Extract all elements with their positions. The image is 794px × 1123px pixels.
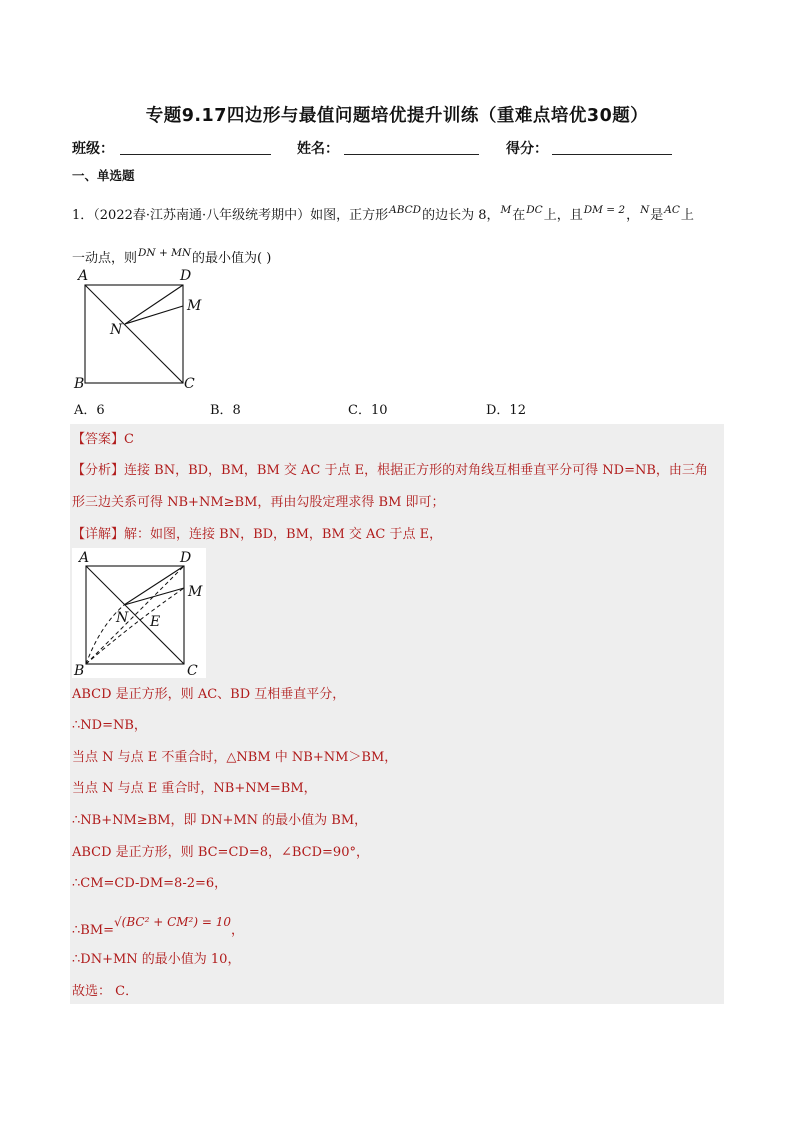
label-c: C bbox=[184, 376, 195, 392]
math-m: M bbox=[500, 204, 512, 216]
math-abcd: ABCD bbox=[389, 204, 422, 216]
label-n: N bbox=[110, 322, 123, 338]
answer-label: 【答案】 bbox=[72, 432, 125, 447]
solution-step-5: ∴NB+NM≥BM，即 DN+MN 的最小值为 BM， bbox=[72, 813, 368, 828]
math-dm-eq: DM = 2 bbox=[583, 204, 626, 216]
math-expr: DN + MN bbox=[138, 247, 192, 259]
score-label: 得分： bbox=[506, 141, 548, 157]
detail-line bbox=[72, 525, 442, 545]
solution-step-last: ∴DN+MN 的最小值为 10， bbox=[72, 952, 241, 967]
segment-dn bbox=[125, 285, 183, 324]
question-line-1 bbox=[72, 200, 694, 226]
section-heading: 一、单选题 bbox=[72, 168, 135, 183]
question-text: 在 bbox=[512, 208, 526, 223]
solution-step-6: ABCD 是正方形，则 BC=CD=8，∠BCD=90°， bbox=[72, 845, 369, 860]
name-label: 姓名： bbox=[297, 141, 339, 157]
label-n: N bbox=[116, 610, 129, 626]
name-field[interactable] bbox=[344, 154, 479, 155]
math-dc: DC bbox=[526, 204, 543, 216]
label-m: M bbox=[187, 298, 202, 314]
question-figure bbox=[70, 264, 210, 394]
solution-step-4: 当点 N 与点 E 重合时，NB+NM=BM， bbox=[72, 781, 317, 796]
option-c[interactable]: C．10 bbox=[348, 403, 388, 418]
score-field[interactable] bbox=[552, 154, 672, 155]
solution-step-3: 当点 N 与点 E 不重合时，△NBM 中 NB+NM＞BM， bbox=[72, 750, 398, 765]
solution-figure bbox=[72, 548, 206, 678]
label-c: C bbox=[187, 663, 198, 678]
math-ac: AC bbox=[664, 204, 680, 216]
analysis-line-1 bbox=[72, 461, 708, 481]
question-text: 是 bbox=[650, 208, 664, 223]
answer-value: C bbox=[124, 432, 134, 447]
solution-step-2: ∴ND=NB， bbox=[72, 718, 147, 733]
label-m: M bbox=[188, 584, 203, 600]
analysis-line-2: 形三边关系可得 NB+NM≥BM，再由勾股定理求得 BM 即可； bbox=[72, 495, 445, 510]
detail-text: 解：如图，连接 BN，BD，BM，BM 交 AC 于点 E， bbox=[124, 527, 443, 542]
bm-suffix: ， bbox=[231, 923, 245, 938]
question-text: ， bbox=[626, 208, 640, 223]
class-label: 班级： bbox=[72, 141, 114, 157]
question-text: 上，且 bbox=[543, 208, 583, 223]
label-a: A bbox=[79, 550, 90, 566]
label-e: E bbox=[150, 614, 161, 630]
analysis-text: 连接 BN，BD，BM，BM 交 AC 于点 E，根据正方形的对角线互相垂直平分可得 ND=NB，由三角 bbox=[124, 463, 708, 478]
question-text: 1．（2022春·江苏南通·八年级统考期中）如图，正方形 bbox=[72, 208, 389, 223]
diagonal-ac bbox=[85, 285, 183, 383]
math-n: N bbox=[640, 204, 650, 216]
segment-mn bbox=[125, 306, 183, 324]
conclusion: 故选： C． bbox=[72, 984, 139, 999]
option-d[interactable]: D．12 bbox=[486, 403, 526, 418]
question-text: 的边长为 8， bbox=[422, 208, 500, 223]
label-d: D bbox=[180, 268, 192, 284]
solution-step-7: ∴CM=CD-DM=8-2=6， bbox=[72, 876, 228, 891]
page-title: 专题9.17四边形与最值问题培优提升训练（重难点培优30题） bbox=[145, 106, 649, 126]
bm-line bbox=[72, 915, 245, 941]
option-b[interactable]: B．8 bbox=[210, 403, 241, 418]
label-a: A bbox=[78, 268, 89, 284]
answer-line bbox=[72, 430, 134, 450]
question-text: 一动点，则 bbox=[72, 251, 138, 266]
question-text: 的最小值为( ) bbox=[192, 251, 272, 266]
bm-formula: √(BC² + CM²) = 10 bbox=[114, 915, 231, 929]
option-a[interactable]: A．6 bbox=[74, 403, 105, 418]
bm-prefix: ∴BM= bbox=[72, 923, 115, 938]
label-b: B bbox=[74, 376, 85, 392]
detail-label: 【详解】 bbox=[72, 527, 125, 542]
class-field[interactable] bbox=[120, 154, 271, 155]
label-d: D bbox=[180, 550, 192, 566]
solution-step-1: ABCD 是正方形，则 AC、BD 互相垂直平分， bbox=[72, 687, 346, 702]
label-b: B bbox=[74, 663, 85, 678]
question-text: 上 bbox=[680, 208, 694, 223]
analysis-label: 【分析】 bbox=[72, 463, 125, 478]
